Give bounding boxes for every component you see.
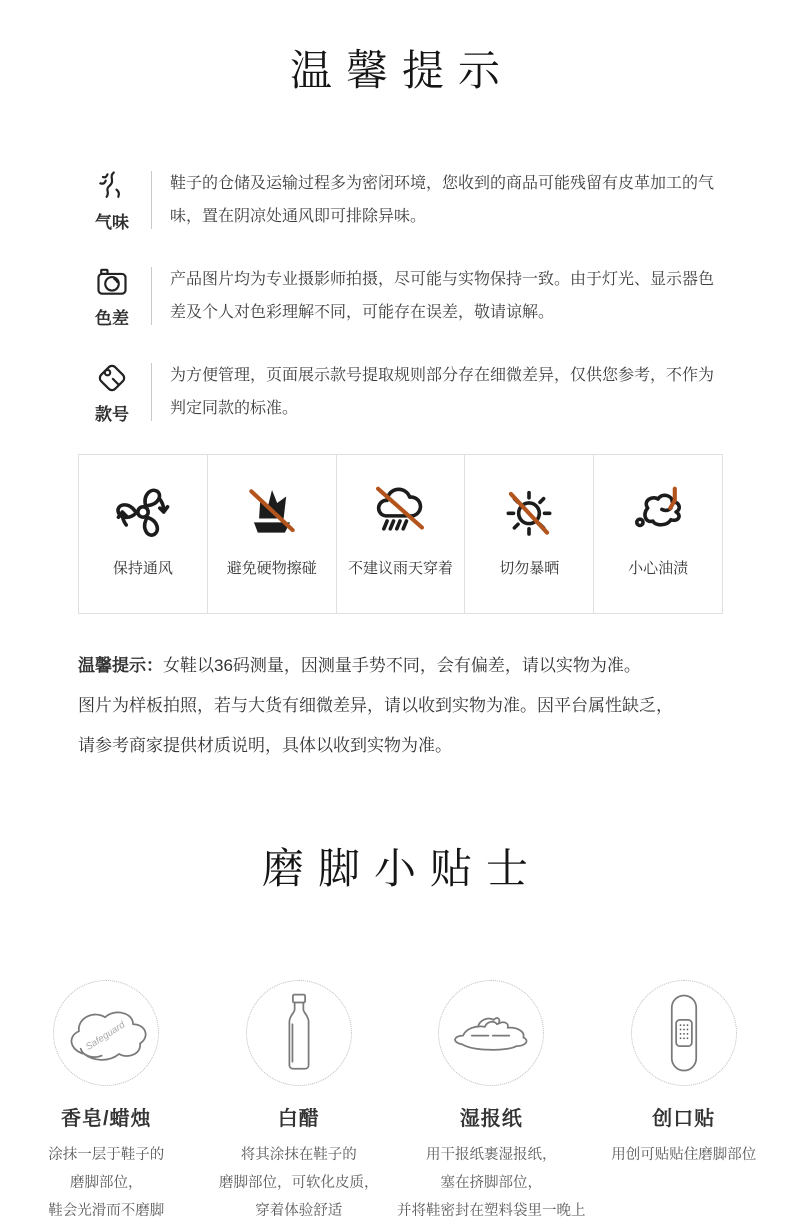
remedy-title: 白醋 (277, 1108, 320, 1130)
care-label: 不建议雨天穿着 (347, 560, 453, 577)
rain-icon (369, 481, 431, 543)
remedy-title: 创口贴 (652, 1108, 716, 1130)
remedy-line: 将其涂抹在鞋子的 (240, 1147, 357, 1163)
notice-text: 鞋子的仓储及运输过程多为密闭环境，您收到的商品可能残留有皮革加工的气味，置在阴凉处通风即可排除异味。 (170, 175, 715, 225)
notice-list (0, 164, 790, 428)
remedy-soap (10, 980, 203, 1225)
care-cell-hard-objects (208, 455, 337, 613)
fan-icon (112, 481, 174, 543)
notice-label: 款号 (95, 404, 129, 424)
tips-line-3: 请参考商家提供材质说明，具体以收到实物为准。 (78, 736, 452, 755)
remedy-line: 穿着体验舒适 (255, 1203, 343, 1219)
hard-object-icon (241, 481, 303, 543)
tips-lead: 温馨提示： (78, 656, 163, 675)
care-icon-grid (78, 454, 723, 614)
notice-text: 为方便管理，页面展示款号提取规则部分存在细微差异，仅供您参考，不作为判定同款的标准。 (170, 367, 715, 417)
notice-row-style (75, 356, 726, 428)
remedy-line: 磨脚部位，可软化皮质， (219, 1175, 379, 1191)
notice-label: 色差 (95, 308, 129, 328)
remedy-line: 涂抹一层于鞋子的 (48, 1147, 165, 1163)
divider (151, 267, 152, 325)
remedy-line: 用创可贴贴住磨脚部位 (611, 1147, 757, 1163)
sun-icon (498, 481, 560, 543)
camera-icon (94, 264, 130, 300)
care-cell-sun (465, 455, 594, 613)
remedy-list (0, 980, 790, 1225)
care-cell-rain (337, 455, 466, 613)
remedy-newspaper (395, 980, 588, 1225)
notice-row-smell (75, 164, 726, 236)
care-label: 避免硬物擦碰 (226, 560, 317, 577)
care-label: 保持通风 (112, 560, 173, 577)
divider (151, 171, 152, 229)
oil-stain-icon (627, 481, 689, 543)
tag-icon (94, 360, 130, 396)
divider (151, 363, 152, 421)
bandaid-icon (636, 985, 732, 1081)
care-cell-oil (594, 455, 722, 613)
notice-text: 产品图片均为专业摄影师拍摄，尽可能与实物保持一致。由于灯光、显示器色差及个人对色彩理解不同，可能存在误差，敬请谅解。 (170, 271, 715, 321)
soap-icon (58, 985, 154, 1081)
remedy-title: 香皂/蜡烛 (60, 1108, 152, 1130)
remedy-title: 湿报纸 (459, 1108, 523, 1130)
remedy-line: 并将鞋密封在塑料袋里一晚上 (397, 1203, 586, 1219)
notice-label: 气味 (95, 212, 129, 232)
remedy-line: 用干报纸裹湿报纸， (426, 1147, 557, 1163)
rub-tips-title: 磨脚小贴士 (261, 845, 542, 892)
svg-text:Safeguard: Safeguard (84, 1019, 128, 1053)
remedy-line: 磨脚部位， (70, 1175, 143, 1191)
care-label: 小心油渍 (628, 560, 689, 577)
notice-row-color (75, 260, 726, 332)
remedy-bandaid (588, 980, 781, 1225)
tips-line-1: 女鞋以36码测量，因测量手势不同，会有偏差，请以实物为准。 (163, 656, 641, 675)
tips-paragraph (78, 646, 730, 766)
remedy-vinegar (203, 980, 396, 1225)
newspaper-icon (443, 985, 539, 1081)
remedy-line: 塞在挤脚部位， (440, 1175, 542, 1191)
care-cell-ventilation (79, 455, 208, 613)
smell-icon (94, 168, 130, 204)
bottle-icon (251, 985, 347, 1081)
warm-tips-title: 温馨提示 (289, 47, 514, 94)
care-label: 切勿暴晒 (499, 560, 560, 577)
remedy-line: 鞋会光滑而不磨脚 (48, 1203, 165, 1219)
tips-line-2: 图片为样板拍照，若与大货有细微差异，请以收到实物为准。因平台属性缺乏， (78, 696, 673, 715)
